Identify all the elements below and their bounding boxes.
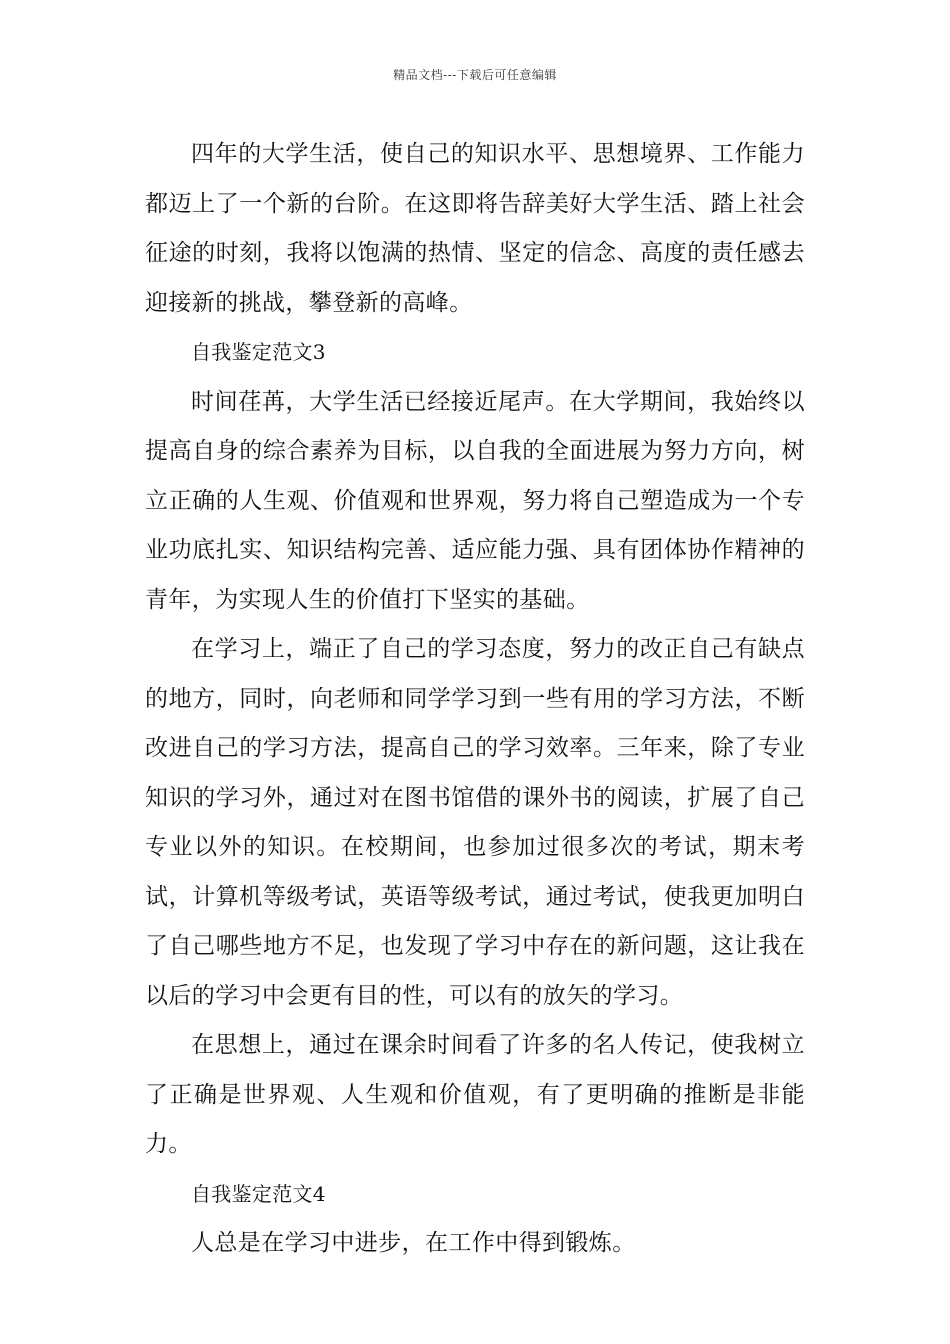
paragraph-intro-4: 人总是在学习中进步，在工作中得到锻炼。 (191, 1230, 636, 1256)
paragraph-intro-3: 时间荏苒，大学生活已经接近尾声。在大学期间，我始终以提高自身的综合素养为目标，以自我的全面进展为努力方向，树立正确的人生观、价值观和世界观，努力将自己塑造成为一个专业功底扎实、知识结构完善、适应能力强、具有团体协作精神的青年，为实现人生的价值打下坚实的基础。 (145, 388, 805, 613)
document-body (145, 130, 805, 1269)
section-heading-4: 自我鉴定范文4 (191, 1181, 326, 1206)
paragraph-thought: 在思想上，通过在课余时间看了许多的名人传记，使我树立了正确是世界观、人生观和价值观，有了更明确的推断是非能力。 (145, 1032, 805, 1157)
section-heading-3: 自我鉴定范文3 (191, 340, 326, 364)
paragraph-study: 在学习上，端正了自己的学习态度，努力的改正自己有缺点的地方，同时，向老师和同学学习到一些有用的学习方法，不断改进自己的学习方法，提高自己的学习效率。三年来，除了专业知识的学习外，通过对在图书馆借的课外书的阅读，扩展了自己专业以外的知识。在校期间，也参加过很多次的考试，期末考试，计算机等级考试，英语等级考试，通过考试，使我更加明白了自己哪些地方不足，也发现了学习中存在的新问题，这让我在以后的学习中会更有目的性，可以有的放矢的学习。 (145, 636, 805, 1009)
page-header: 精品文档---下载后可任意编辑 (393, 68, 557, 82)
paragraph-conclusion: 四年的大学生活，使自己的知识水平、思想境界、工作能力都迈上了一个新的台阶。在这即将告辞美好大学生活、踏上社会征途的时刻，我将以饱满的热情、坚定的信念、高度的责任感去迎接新的挑战，攀登新的高峰。 (145, 141, 805, 316)
